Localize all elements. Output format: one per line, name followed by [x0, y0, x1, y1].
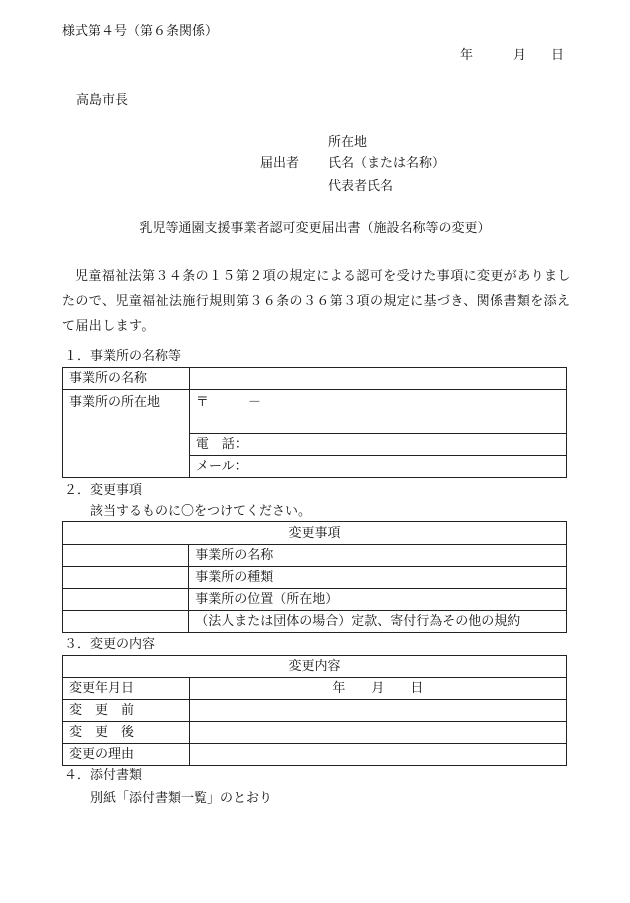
reason-field[interactable]	[189, 744, 566, 766]
change-item-label: 事業所の種類	[189, 567, 567, 589]
body-text	[62, 264, 572, 339]
facility-address-field[interactable]	[189, 390, 566, 434]
address-label: 所在地	[328, 135, 368, 150]
facility-address-label: 事業所の所在地	[63, 390, 190, 478]
section3-heading: ３．変更の内容	[64, 637, 156, 652]
change-item-mark-cell[interactable]	[63, 545, 189, 567]
section2-heading: ２．変更事項	[64, 483, 143, 498]
after-label: 変 更 後	[63, 722, 190, 744]
facility-table	[62, 367, 567, 478]
after-field[interactable]	[189, 722, 566, 744]
section2-instruction: 該当するものに〇をつけてください。	[90, 504, 312, 519]
change-items-header: 変更事項	[63, 522, 567, 545]
addressee: 高島市長	[76, 93, 129, 108]
postal-mark: 〒 －	[195, 395, 261, 410]
section4-heading: ４．添付書類	[64, 768, 143, 783]
name-label: 氏名（または名称）	[328, 156, 446, 171]
attachments-text: 別紙「添付書類一覧」のとおり	[90, 791, 273, 806]
change-date-label: 変更年月日	[63, 678, 190, 700]
change-item-mark-cell[interactable]	[63, 611, 189, 633]
change-content-header: 変更内容	[63, 656, 567, 678]
change-item-label: （法人または団体の場合）定款、寄付行為その他の規約	[189, 611, 567, 633]
change-date-field[interactable]: 年 月 日	[189, 678, 566, 700]
date-day-label: 日	[551, 48, 565, 63]
facility-name-label: 事業所の名称	[63, 368, 190, 390]
date-year-label: 年	[460, 48, 474, 63]
document-title: 乳児等通園支援事業者認可変更届出書（施設名称等の変更）	[139, 221, 491, 236]
representative-label: 代表者氏名	[328, 179, 394, 194]
change-items-table	[62, 521, 567, 633]
notifier-label: 届出者	[260, 156, 300, 171]
change-item-mark-cell[interactable]	[63, 589, 189, 611]
change-content-table	[62, 655, 567, 766]
email-label: メール：	[195, 459, 248, 474]
section1-heading: １．事業所の名称等	[64, 349, 182, 364]
facility-name-field[interactable]	[189, 368, 566, 390]
body-paragraph: 児童福祉法第３４条の１５第２項の規定による認可を受けた事項に変更がありましたので、児童福祉法施行規則第３６条の３６第３項の規定に基づき、関係書類を添えて届出します。	[62, 269, 571, 334]
before-field[interactable]	[189, 700, 566, 722]
change-item-label: 事業所の名称	[189, 545, 567, 567]
email-field[interactable]	[189, 456, 566, 478]
form-number: 様式第４号（第６条関係）	[62, 24, 219, 39]
before-label: 変 更 前	[63, 700, 190, 722]
change-item-mark-cell[interactable]	[63, 567, 189, 589]
reason-label: 変更の理由	[63, 744, 190, 766]
phone-label: 電 話：	[195, 437, 248, 452]
phone-field[interactable]	[189, 434, 566, 456]
date-month-label: 月	[513, 48, 527, 63]
change-item-label: 事業所の位置（所在地）	[189, 589, 567, 611]
date-line	[460, 49, 564, 62]
